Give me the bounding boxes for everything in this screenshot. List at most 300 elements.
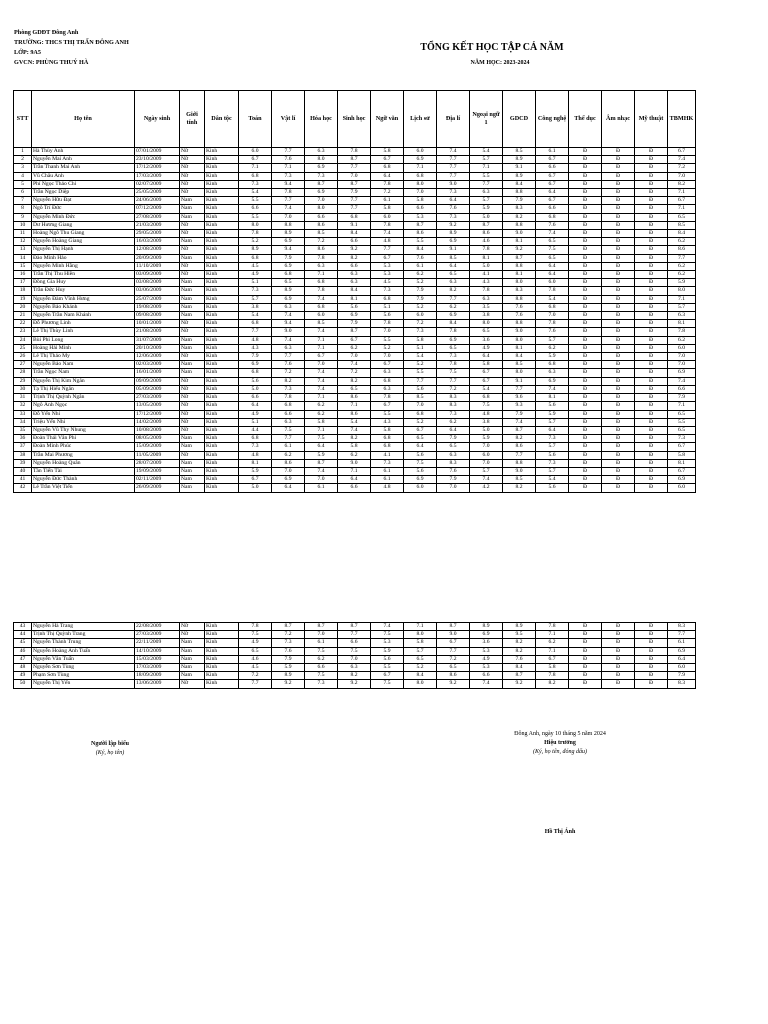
- table-cell: Đ: [635, 435, 668, 443]
- table-cell: Nữ: [180, 320, 205, 328]
- table-cell: 8.2: [338, 377, 371, 385]
- table-cell: 6.4: [338, 476, 371, 484]
- table-cell: 5.9: [371, 647, 404, 655]
- table-cell: 6.4: [305, 443, 338, 451]
- table-cell: 6.8: [470, 394, 503, 402]
- table-cell: Trần Đức Huy: [32, 287, 135, 295]
- table-cell: Đ: [602, 164, 635, 172]
- table-cell: 6.8: [536, 361, 569, 369]
- table-cell: 6.7: [239, 476, 272, 484]
- table-cell: 7.6: [272, 647, 305, 655]
- table-cell: 7.3: [536, 459, 569, 467]
- table-row: [14, 647, 696, 655]
- table-cell: Đ: [569, 246, 602, 254]
- table-cell: 10: [14, 221, 32, 229]
- table-cell: 17: [14, 279, 32, 287]
- table-row: [14, 394, 696, 402]
- table-cell: 8.9: [503, 172, 536, 180]
- table-row: [14, 361, 696, 369]
- table-cell: 7.4: [470, 476, 503, 484]
- table-row: [14, 680, 696, 688]
- table-cell: 7.4: [305, 377, 338, 385]
- table-cell: 5.2: [404, 664, 437, 672]
- table-cell: 8.7: [338, 180, 371, 188]
- table-cell: 6.7: [338, 336, 371, 344]
- school-header: [14, 28, 129, 68]
- table-cell: Đ: [635, 221, 668, 229]
- table-cell: 6.2: [668, 271, 696, 279]
- table-cell: 5.2: [404, 279, 437, 287]
- table-row: [14, 164, 696, 172]
- table-cell: 6.0: [239, 148, 272, 156]
- table-cell: 5.8: [404, 197, 437, 205]
- table-cell: 6.3: [272, 303, 305, 311]
- table-cell: 6.9: [536, 377, 569, 385]
- table-cell: 5.9: [470, 205, 503, 213]
- table-cell: 5.7: [404, 647, 437, 655]
- table-cell: 7.4: [272, 205, 305, 213]
- table-cell: Nguyễn Văn Tuấn: [32, 655, 135, 663]
- table-cell: 7.1: [470, 164, 503, 172]
- table-cell: 42: [14, 484, 32, 492]
- table-cell: Nam: [180, 664, 205, 672]
- table-cell: Đ: [635, 328, 668, 336]
- table-cell: Đ: [569, 180, 602, 188]
- table-cell: Lê Thị Thùy Linh: [32, 328, 135, 336]
- table-cell: Đ: [602, 394, 635, 402]
- table-cell: 38: [14, 451, 32, 459]
- table-cell: 7.8: [536, 623, 569, 631]
- table-cell: 8.0: [404, 680, 437, 688]
- table-cell: 4.6: [239, 655, 272, 663]
- table-cell: Nữ: [180, 451, 205, 459]
- table-cell: 8.9: [437, 230, 470, 238]
- table-cell: 4.8: [470, 410, 503, 418]
- table-cell: 7.0: [668, 172, 696, 180]
- table-cell: 7.1: [668, 402, 696, 410]
- table-cell: 5.4: [470, 385, 503, 393]
- table-cell: Đ: [569, 287, 602, 295]
- table-cell: 13/05/2009: [135, 402, 180, 410]
- table-cell: 7.7: [470, 180, 503, 188]
- table-cell: 6.3: [272, 344, 305, 352]
- table-cell: Đ: [569, 680, 602, 688]
- table-cell: 6.2: [404, 271, 437, 279]
- table-cell: 9: [14, 213, 32, 221]
- table-cell: 4.5: [371, 279, 404, 287]
- table-cell: Nguyễn Bảo Nam: [32, 361, 135, 369]
- table-cell: Đ: [569, 262, 602, 270]
- table-cell: 8.1: [536, 394, 569, 402]
- table-cell: 45: [14, 639, 32, 647]
- table-cell: 6.2: [536, 344, 569, 352]
- table-cell: 6.2: [305, 402, 338, 410]
- table-cell: 4.9: [239, 410, 272, 418]
- table-cell: Đ: [602, 230, 635, 238]
- table-cell: 5.1: [239, 279, 272, 287]
- table-row: [14, 230, 696, 238]
- table-cell: 17/03/2009: [135, 664, 180, 672]
- table-cell: 7.2: [305, 238, 338, 246]
- table-cell: 7.8: [470, 287, 503, 295]
- table-cell: Đ: [569, 197, 602, 205]
- table-cell: 7.7: [437, 172, 470, 180]
- table-cell: 29: [14, 377, 32, 385]
- table-cell: Đ: [635, 238, 668, 246]
- table-cell: 7.1: [338, 467, 371, 475]
- table-row: [14, 197, 696, 205]
- table-cell: 6.9: [404, 476, 437, 484]
- table-cell: Đ: [635, 287, 668, 295]
- table-cell: Đ: [635, 639, 668, 647]
- table-cell: Triệu Yến Nhi: [32, 418, 135, 426]
- table-cell: 5.4: [338, 418, 371, 426]
- table-cell: Nữ: [180, 410, 205, 418]
- table-cell: 16/01/2009: [135, 369, 180, 377]
- table-cell: 6.8: [371, 377, 404, 385]
- table-cell: Đ: [602, 238, 635, 246]
- table-cell: 7.3: [437, 213, 470, 221]
- table-cell: 6.7: [371, 254, 404, 262]
- table-cell: 8.7: [305, 623, 338, 631]
- table-cell: 7.8: [668, 328, 696, 336]
- table-cell: 6.0: [668, 344, 696, 352]
- table-cell: 13: [14, 246, 32, 254]
- table-cell: 6.7: [668, 197, 696, 205]
- table-cell: Đ: [635, 180, 668, 188]
- table-cell: 5.4: [404, 353, 437, 361]
- table-cell: 6.5: [536, 254, 569, 262]
- table-cell: 7.4: [305, 467, 338, 475]
- table-cell: 19/08/2009: [135, 303, 180, 311]
- table-cell: 8.7: [503, 426, 536, 434]
- table-row: [14, 156, 696, 164]
- table-cell: 8.2: [503, 435, 536, 443]
- table-cell: 22/11/2009: [135, 639, 180, 647]
- table-cell: 6.7: [470, 369, 503, 377]
- table-cell: 02/03/2009: [135, 361, 180, 369]
- table-cell: Nữ: [180, 180, 205, 188]
- table-cell: 9.2: [338, 246, 371, 254]
- table-cell: 7.6: [536, 221, 569, 229]
- table-cell: 4.1: [371, 451, 404, 459]
- table-cell: 9.0: [437, 180, 470, 188]
- table-cell: 6.4: [239, 402, 272, 410]
- table-cell: 7.3: [272, 385, 305, 393]
- table-cell: 10/08/2009: [135, 426, 180, 434]
- table-cell: 5.9: [470, 435, 503, 443]
- table-cell: Nam: [180, 443, 205, 451]
- table-cell: 46: [14, 647, 32, 655]
- table-cell: 6.3: [338, 271, 371, 279]
- table-cell: 6.8: [371, 443, 404, 451]
- table-cell: 5.4: [536, 295, 569, 303]
- table-cell: Kinh: [205, 410, 239, 418]
- table-cell: 8.7: [503, 254, 536, 262]
- table-cell: 27/03/2009: [135, 631, 180, 639]
- table-cell: 7.7: [503, 451, 536, 459]
- table-cell: 6.1: [404, 262, 437, 270]
- table-cell: Nguyễn Sơn Tùng: [32, 664, 135, 672]
- table-cell: Nam: [180, 639, 205, 647]
- table-cell: 7.2: [437, 385, 470, 393]
- table-cell: Kinh: [205, 353, 239, 361]
- table-cell: Nữ: [180, 353, 205, 361]
- table-cell: 8.1: [338, 295, 371, 303]
- table-row: [14, 369, 696, 377]
- table-cell: Nam: [180, 467, 205, 475]
- table-cell: Đ: [602, 418, 635, 426]
- table-cell: Trần Mai Phương: [32, 451, 135, 459]
- table-cell: Đ: [602, 435, 635, 443]
- table-cell: 5.5: [404, 369, 437, 377]
- table-cell: 9.0: [338, 459, 371, 467]
- table-cell: 6.4: [272, 484, 305, 492]
- table-cell: 4: [14, 172, 32, 180]
- table-cell: 6.2: [305, 655, 338, 663]
- table-cell: 6.6: [338, 639, 371, 647]
- table-cell: Trần Ngọc Diệp: [32, 189, 135, 197]
- table-cell: Nữ: [180, 156, 205, 164]
- table-cell: Nguyễn Thị Kim Ngân: [32, 377, 135, 385]
- table-cell: 5.2: [404, 303, 437, 311]
- table-cell: 6.5: [437, 443, 470, 451]
- table-cell: 8.8: [503, 459, 536, 467]
- table-cell: 6.1: [305, 484, 338, 492]
- table-cell: 7.5: [470, 402, 503, 410]
- table-cell: Nữ: [180, 680, 205, 688]
- table-cell: Nữ: [180, 426, 205, 434]
- table-cell: 25/05/2009: [135, 189, 180, 197]
- table-cell: 5.3: [470, 647, 503, 655]
- table-cell: 4.3: [371, 418, 404, 426]
- table-cell: 8.3: [668, 623, 696, 631]
- table-cell: 7.4: [470, 680, 503, 688]
- principal-name: Hồ Thị Ánh: [544, 829, 576, 835]
- table-cell: 8.1: [668, 459, 696, 467]
- table-cell: 9.1: [503, 164, 536, 172]
- table-cell: 7.2: [371, 189, 404, 197]
- table-cell: 7.2: [404, 320, 437, 328]
- table-cell: 7.0: [338, 172, 371, 180]
- table-cell: Kinh: [205, 639, 239, 647]
- table-cell: 7.3: [371, 287, 404, 295]
- table-cell: Kinh: [205, 328, 239, 336]
- table-cell: 7.0: [272, 213, 305, 221]
- table-cell: 6.9: [338, 312, 371, 320]
- table-cell: 6.7: [536, 156, 569, 164]
- table-cell: 5.5: [404, 238, 437, 246]
- table-cell: 7.0: [338, 353, 371, 361]
- table-cell: 7.3: [239, 287, 272, 295]
- table-cell: Đ: [635, 410, 668, 418]
- table-cell: 7.7: [437, 156, 470, 164]
- table-cell: 7.7: [338, 197, 371, 205]
- table-cell: 7.1: [305, 344, 338, 352]
- table-cell: 6.7: [536, 197, 569, 205]
- table-cell: 5.8: [338, 443, 371, 451]
- table-cell: 7.6: [404, 254, 437, 262]
- table-cell: Trịnh Thị Quỳnh Ngân: [32, 394, 135, 402]
- table-cell: Nữ: [180, 172, 205, 180]
- table-cell: 6.9: [305, 189, 338, 197]
- table-cell: 6.4: [404, 443, 437, 451]
- table-cell: 5.8: [470, 361, 503, 369]
- table-cell: Đ: [602, 221, 635, 229]
- table-cell: 19: [14, 295, 32, 303]
- table-cell: 7.5: [305, 672, 338, 680]
- table-cell: 8.9: [239, 246, 272, 254]
- table-cell: 8.2: [338, 254, 371, 262]
- table-cell: Đ: [569, 484, 602, 492]
- table-cell: 6.0: [305, 312, 338, 320]
- column-header: Địa lí: [437, 91, 470, 148]
- table-cell: Kinh: [205, 197, 239, 205]
- table-cell: Nguyễn Bảo Khánh: [32, 303, 135, 311]
- table-cell: 8.7: [272, 623, 305, 631]
- table-row: [14, 484, 696, 492]
- table-cell: 40: [14, 467, 32, 475]
- table-cell: 6.5: [272, 279, 305, 287]
- table-cell: 7.8: [305, 287, 338, 295]
- table-cell: 4.9: [470, 655, 503, 663]
- table-cell: 7.3: [272, 172, 305, 180]
- table-cell: Đ: [602, 369, 635, 377]
- table-cell: 7.8: [437, 328, 470, 336]
- table-cell: Đ: [569, 328, 602, 336]
- table-cell: 10/01/2009: [135, 320, 180, 328]
- column-header: Lịch sử: [404, 91, 437, 148]
- table-cell: 5.7: [668, 303, 696, 311]
- table-cell: 6.9: [437, 312, 470, 320]
- table-cell: 5.9: [668, 279, 696, 287]
- table-cell: 6.9: [668, 476, 696, 484]
- table-cell: 8.2: [338, 435, 371, 443]
- table-cell: 6.4: [668, 655, 696, 663]
- table-cell: 5.4: [470, 148, 503, 156]
- table-cell: Kinh: [205, 287, 239, 295]
- table-cell: Nam: [180, 369, 205, 377]
- table-cell: 7.3: [536, 435, 569, 443]
- table-cell: Đ: [602, 402, 635, 410]
- table-cell: 6.7: [536, 180, 569, 188]
- table-cell: 6.4: [536, 271, 569, 279]
- table-cell: 14/10/2009: [135, 647, 180, 655]
- table-cell: 24/06/2009: [135, 197, 180, 205]
- table-cell: 8.9: [272, 287, 305, 295]
- table-cell: 33: [14, 410, 32, 418]
- table-cell: 15/03/2009: [135, 655, 180, 663]
- table-cell: 6.6: [404, 205, 437, 213]
- table-cell: 8.9: [272, 672, 305, 680]
- table-cell: Đ: [635, 303, 668, 311]
- table-cell: 5.6: [338, 303, 371, 311]
- table-cell: Nam: [180, 205, 205, 213]
- table-cell: 8.3: [503, 205, 536, 213]
- table-cell: 7.8: [239, 230, 272, 238]
- table-cell: Đ: [635, 484, 668, 492]
- table-cell: 6.3: [371, 369, 404, 377]
- table-cell: Đ: [569, 156, 602, 164]
- table-row: [14, 148, 696, 156]
- table-cell: 6.7: [371, 361, 404, 369]
- column-header: GDCD: [503, 91, 536, 148]
- table-cell: 18/09/2009: [135, 672, 180, 680]
- table-cell: 5.2: [239, 238, 272, 246]
- table-cell: 8.9: [503, 623, 536, 631]
- table-cell: 6.8: [305, 279, 338, 287]
- table-row: [14, 271, 696, 279]
- table-cell: Nam: [180, 336, 205, 344]
- table-cell: 6.9: [272, 476, 305, 484]
- table-cell: 7.4: [338, 361, 371, 369]
- table-cell: 7.9: [437, 476, 470, 484]
- table-cell: 6.3: [338, 664, 371, 672]
- table-cell: Đ: [569, 205, 602, 213]
- table-cell: 5.0: [470, 262, 503, 270]
- table-cell: 12/06/2009: [135, 353, 180, 361]
- table-cell: 6.1: [536, 148, 569, 156]
- table-cell: 4.1: [470, 271, 503, 279]
- table-cell: 7.2: [668, 164, 696, 172]
- table-cell: Đ: [602, 426, 635, 434]
- table-cell: Đ: [602, 246, 635, 254]
- table-cell: 7.0: [437, 484, 470, 492]
- table-cell: 7.1: [305, 271, 338, 279]
- table-cell: 8.5: [437, 254, 470, 262]
- table-cell: 44: [14, 631, 32, 639]
- table-cell: 7.8: [536, 287, 569, 295]
- table-cell: Đỗ Phương Linh: [32, 320, 135, 328]
- table-cell: 6.5: [404, 435, 437, 443]
- table-cell: 5.7: [536, 467, 569, 475]
- table-cell: Kinh: [205, 205, 239, 213]
- table-cell: 8.1: [503, 344, 536, 352]
- table-cell: 5.0: [470, 426, 503, 434]
- preparer-block: [60, 740, 160, 758]
- table-cell: 4.8: [371, 484, 404, 492]
- table-cell: 7.7: [668, 254, 696, 262]
- grade-table-page-2: [13, 622, 696, 689]
- table-cell: 6.4: [536, 262, 569, 270]
- table-cell: 9.1: [503, 377, 536, 385]
- table-cell: 7.8: [437, 361, 470, 369]
- table-cell: 22: [14, 320, 32, 328]
- table-cell: 5.6: [404, 385, 437, 393]
- table-cell: 7.1: [536, 647, 569, 655]
- table-cell: 7.0: [371, 353, 404, 361]
- table-cell: Đ: [569, 672, 602, 680]
- table-cell: Nguyễn Hoàng Giang: [32, 238, 135, 246]
- table-row: [14, 246, 696, 254]
- table-cell: 5.8: [371, 148, 404, 156]
- table-cell: Kinh: [205, 377, 239, 385]
- table-row: [14, 467, 696, 475]
- table-cell: 7.0: [305, 631, 338, 639]
- table-cell: Đ: [569, 336, 602, 344]
- table-cell: 6.8: [338, 213, 371, 221]
- table-cell: 6.6: [470, 672, 503, 680]
- table-cell: 6.1: [305, 639, 338, 647]
- table-cell: 5.8: [371, 205, 404, 213]
- table-cell: 7.8: [470, 246, 503, 254]
- table-cell: 4.9: [239, 271, 272, 279]
- table-cell: 7.4: [668, 156, 696, 164]
- table-cell: 05/09/2009: [135, 385, 180, 393]
- table-cell: 5.6: [536, 484, 569, 492]
- table-cell: Đ: [635, 230, 668, 238]
- table-cell: Đ: [635, 369, 668, 377]
